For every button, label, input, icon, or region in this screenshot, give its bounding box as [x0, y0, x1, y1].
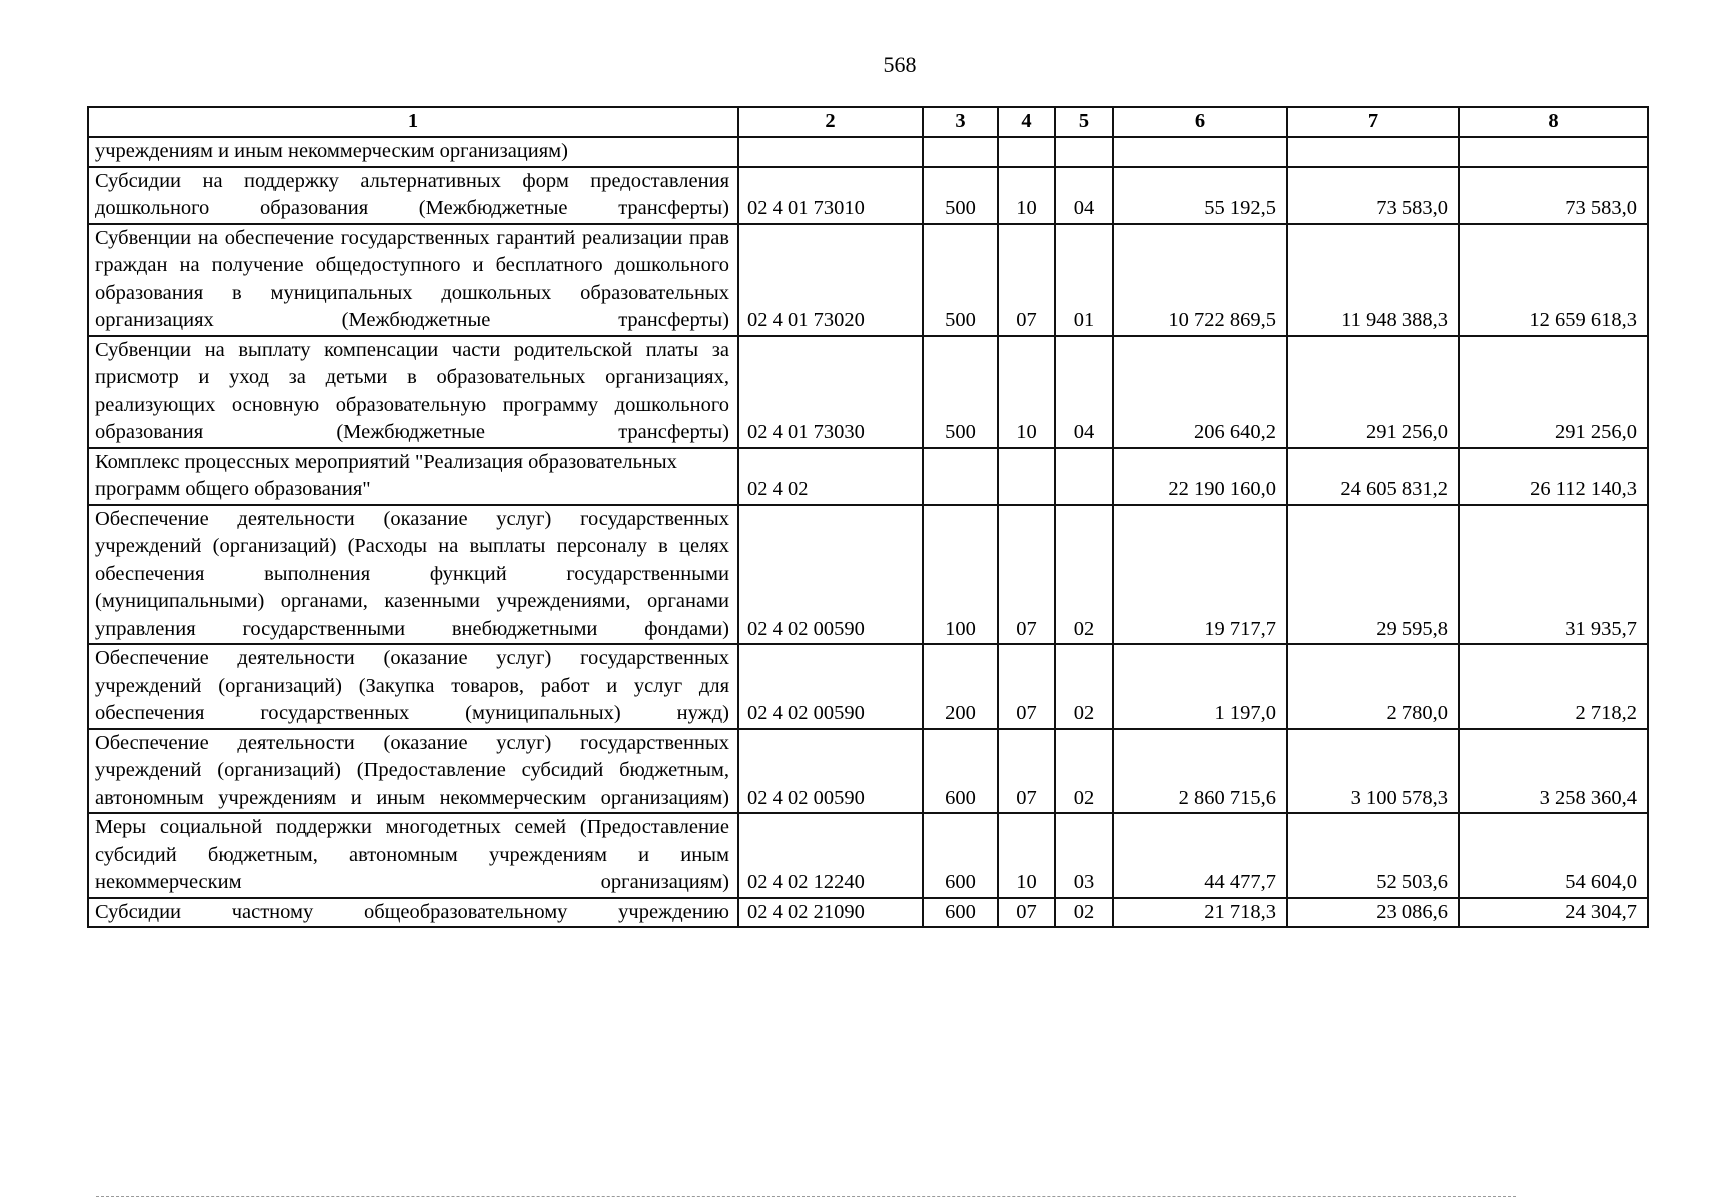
- description-cell: Комплекс процессных мероприятий "Реализация образовательных программ общего образования": [88, 448, 738, 505]
- amount-cell: [1459, 137, 1648, 167]
- code-cell: 02 4 02 12240: [738, 813, 923, 898]
- expense-type-cell: 500: [923, 224, 998, 336]
- amount-cell: 3 100 578,3: [1287, 729, 1459, 814]
- subsection-cell: 04: [1055, 167, 1113, 224]
- page-number: 568: [883, 52, 917, 77]
- section-cell: 10: [998, 167, 1055, 224]
- subsection-cell: [1055, 448, 1113, 505]
- table-row: [88, 729, 1648, 814]
- amount-cell: 206 640,2: [1113, 336, 1287, 448]
- subsection-cell: 02: [1055, 898, 1113, 928]
- expense-type-cell: 200: [923, 644, 998, 729]
- expense-type-cell: 500: [923, 167, 998, 224]
- expense-type-cell: 600: [923, 813, 998, 898]
- amount-cell: 52 503,6: [1287, 813, 1459, 898]
- header-row: [88, 107, 1648, 137]
- code-cell: 02 4 01 73020: [738, 224, 923, 336]
- description-cell: Обеспечение деятельности (оказание услуг) государственных учреждений (организаций) (Расходы на выплаты персоналу в целях обеспечения выполнения функций государственными (муниципальными) органами, казенными учреждениями, органами управления государственными внебюджетными фондами): [88, 505, 738, 645]
- expense-type-cell: 600: [923, 729, 998, 814]
- amount-cell: 3 258 360,4: [1459, 729, 1648, 814]
- table-row: [88, 644, 1648, 729]
- table-body: [88, 137, 1648, 927]
- section-cell: 07: [998, 644, 1055, 729]
- amount-cell: 291 256,0: [1287, 336, 1459, 448]
- amount-cell: 2 718,2: [1459, 644, 1648, 729]
- description-cell: Субвенции на выплату компенсации части родительской платы за присмотр и уход за детьми в образовательных организациях, реализующих основную образовательную программу дошкольного образования (Межбюджетные трансферты): [88, 336, 738, 448]
- amount-cell: 26 112 140,3: [1459, 448, 1648, 505]
- subsection-cell: 01: [1055, 224, 1113, 336]
- code-cell: 02 4 02: [738, 448, 923, 505]
- code-cell: 02 4 02 00590: [738, 505, 923, 645]
- amount-cell: 2 780,0: [1287, 644, 1459, 729]
- amount-cell: 55 192,5: [1113, 167, 1287, 224]
- table-row: [88, 167, 1648, 224]
- expense-type-cell: 500: [923, 336, 998, 448]
- column-header: 7: [1287, 107, 1459, 137]
- code-cell: 02 4 01 73010: [738, 167, 923, 224]
- amount-cell: 23 086,6: [1287, 898, 1459, 928]
- code-cell: 02 4 01 73030: [738, 336, 923, 448]
- table-row: [88, 224, 1648, 336]
- column-header: 5: [1055, 107, 1113, 137]
- table-row: [88, 336, 1648, 448]
- amount-cell: 44 477,7: [1113, 813, 1287, 898]
- amount-cell: 10 722 869,5: [1113, 224, 1287, 336]
- amount-cell: 73 583,0: [1287, 167, 1459, 224]
- amount-cell: 21 718,3: [1113, 898, 1287, 928]
- column-header: 2: [738, 107, 923, 137]
- amount-cell: 54 604,0: [1459, 813, 1648, 898]
- amount-cell: [1287, 137, 1459, 167]
- section-cell: 07: [998, 898, 1055, 928]
- column-header: 8: [1459, 107, 1648, 137]
- amount-cell: 1 197,0: [1113, 644, 1287, 729]
- amount-cell: 22 190 160,0: [1113, 448, 1287, 505]
- expense-type-cell: 600: [923, 898, 998, 928]
- table-row: [88, 137, 1648, 167]
- section-cell: 10: [998, 336, 1055, 448]
- code-cell: 02 4 02 00590: [738, 729, 923, 814]
- table-row: [88, 813, 1648, 898]
- description-cell: Обеспечение деятельности (оказание услуг) государственных учреждений (организаций) (Закупка товаров, работ и услуг для обеспечения государственных (муниципальных) нужд): [88, 644, 738, 729]
- amount-cell: 11 948 388,3: [1287, 224, 1459, 336]
- description-cell: Обеспечение деятельности (оказание услуг) государственных учреждений (организаций) (Предоставление субсидий бюджетным, автономным учреждениям и иным некоммерческим организациям): [88, 729, 738, 814]
- code-cell: 02 4 02 00590: [738, 644, 923, 729]
- description-cell: Субсидии частному общеобразовательному учреждению: [88, 898, 738, 928]
- column-header: 6: [1113, 107, 1287, 137]
- subsection-cell: 02: [1055, 644, 1113, 729]
- section-cell: 07: [998, 729, 1055, 814]
- column-header: 4: [998, 107, 1055, 137]
- amount-cell: 2 860 715,6: [1113, 729, 1287, 814]
- amount-cell: 12 659 618,3: [1459, 224, 1648, 336]
- amount-cell: 291 256,0: [1459, 336, 1648, 448]
- expense-type-cell: [923, 137, 998, 167]
- budget-table: [87, 106, 1649, 928]
- amount-cell: 73 583,0: [1459, 167, 1648, 224]
- amount-cell: [1113, 137, 1287, 167]
- subsection-cell: [1055, 137, 1113, 167]
- bottom-divider: [96, 1196, 1516, 1197]
- expense-type-cell: [923, 448, 998, 505]
- section-cell: [998, 448, 1055, 505]
- description-cell: Субсидии на поддержку альтернативных форм предоставления дошкольного образования (Межбюджетные трансферты): [88, 167, 738, 224]
- expense-type-cell: 100: [923, 505, 998, 645]
- column-header: 3: [923, 107, 998, 137]
- amount-cell: 29 595,8: [1287, 505, 1459, 645]
- table-row: [88, 505, 1648, 645]
- section-cell: 07: [998, 505, 1055, 645]
- amount-cell: 24 304,7: [1459, 898, 1648, 928]
- subsection-cell: 02: [1055, 505, 1113, 645]
- column-header: 1: [88, 107, 738, 137]
- description-cell: Меры социальной поддержки многодетных семей (Предоставление субсидий бюджетным, автономным учреждениям и иным некоммерческим организациям): [88, 813, 738, 898]
- description-cell: Субвенции на обеспечение государственных гарантий реализации прав граждан на получение общедоступного и бесплатного дошкольного образования в муниципальных дошкольных образовательных организациях (Межбюджетные трансферты): [88, 224, 738, 336]
- table-row: [88, 898, 1648, 928]
- subsection-cell: 03: [1055, 813, 1113, 898]
- table-row: [88, 448, 1648, 505]
- description-cell: учреждениям и иным некоммерческим организациям): [88, 137, 738, 167]
- amount-cell: 24 605 831,2: [1287, 448, 1459, 505]
- subsection-cell: 02: [1055, 729, 1113, 814]
- amount-cell: 19 717,7: [1113, 505, 1287, 645]
- code-cell: [738, 137, 923, 167]
- section-cell: 07: [998, 224, 1055, 336]
- amount-cell: 31 935,7: [1459, 505, 1648, 645]
- section-cell: [998, 137, 1055, 167]
- subsection-cell: 04: [1055, 336, 1113, 448]
- code-cell: 02 4 02 21090: [738, 898, 923, 928]
- section-cell: 10: [998, 813, 1055, 898]
